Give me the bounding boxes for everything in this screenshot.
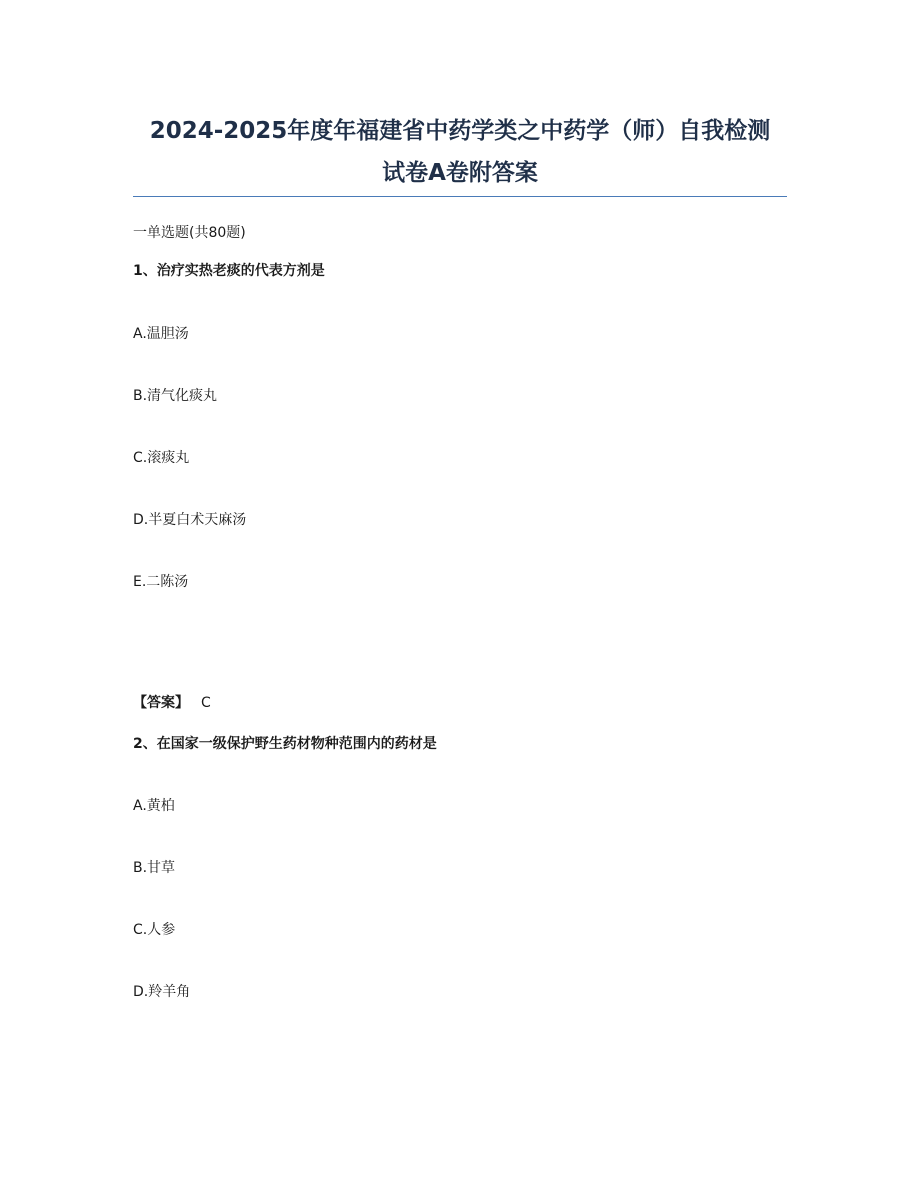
question-2-option-a: A.黄柏: [133, 798, 175, 814]
question-2-option-b: B.甘草: [133, 860, 176, 876]
question-1-text: 1、治疗实热老痰的代表方剂是: [133, 263, 325, 279]
document-title-line-2: 试卷A卷附答案: [382, 160, 538, 186]
question-1-option-e: E.二陈汤: [133, 574, 189, 590]
answer-value: C: [201, 695, 211, 711]
question-2-text: 2、在国家一级保护野生药材物种范围内的药材是: [133, 736, 437, 752]
question-1-answer: [133, 693, 211, 713]
question-1-option-c: C.滚痰丸: [133, 450, 190, 466]
question-1-option-d: D.半夏白术天麻汤: [133, 512, 247, 528]
title-divider: [133, 196, 787, 197]
question-1-option-a: A.温胆汤: [133, 326, 189, 342]
question-2-option-c: C.人参: [133, 922, 176, 938]
question-2-option-d: D.羚羊角: [133, 984, 191, 1000]
document-title-line-1: 2024-2025年度年福建省中药学类之中药学（师）自我检测: [149, 118, 771, 144]
answer-label: 【答案】: [133, 695, 189, 711]
section-heading: 一单选题(共80题): [133, 225, 246, 241]
question-1-option-b: B.清气化痰丸: [133, 388, 218, 404]
